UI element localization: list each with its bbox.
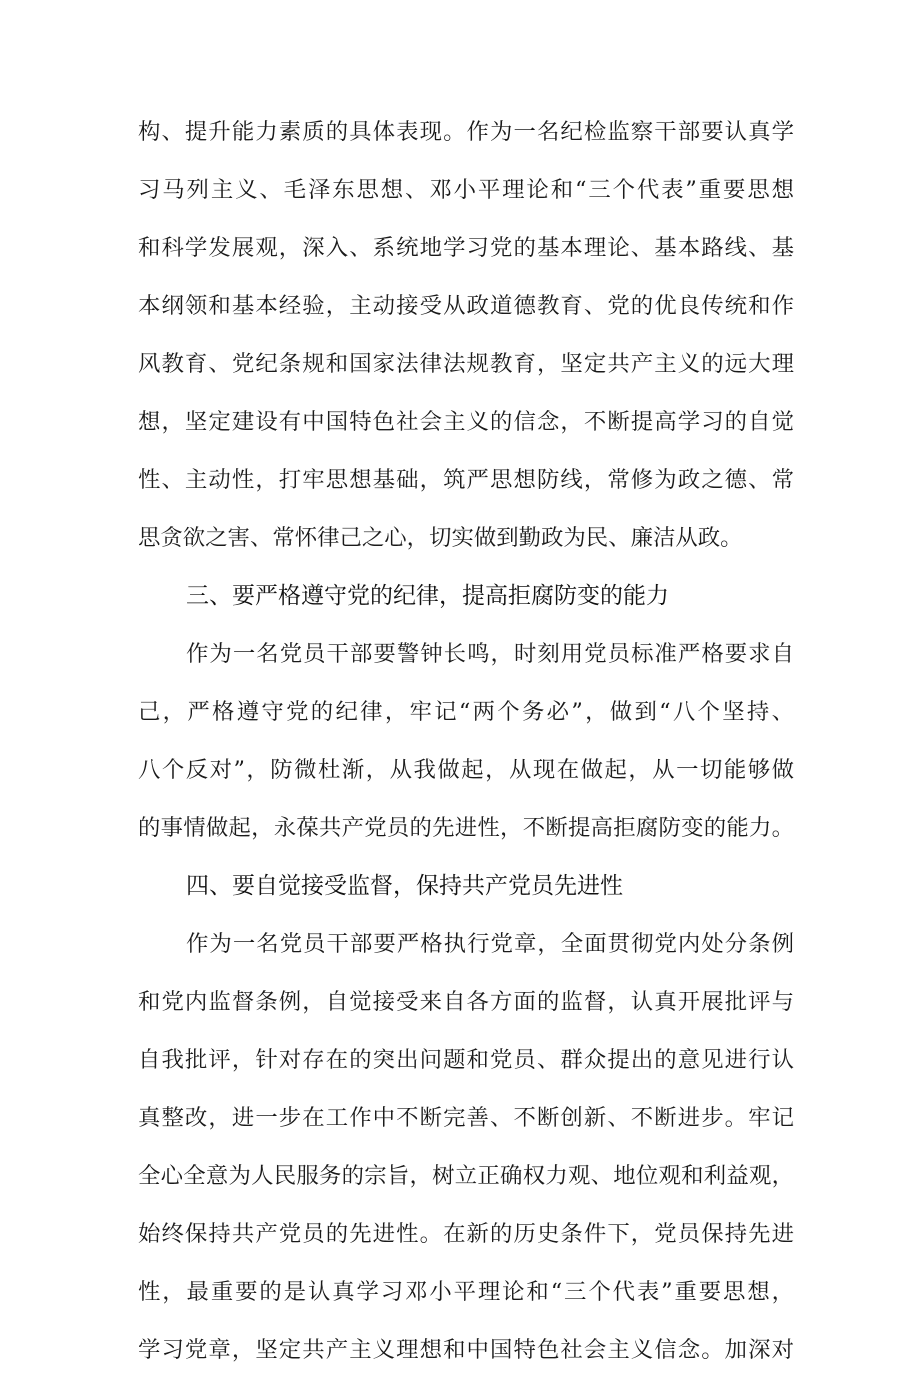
- text-line: 风教育、党纪条规和国家法律法规教育，坚定共产主义的远大理: [138, 351, 794, 377]
- section-heading: 三、要严格遵守党的纪律，提高拒腐防变的能力: [186, 583, 669, 609]
- text-line: 真整改，进一步在工作中不断完善、不断创新、不断进步。牢记: [138, 1105, 794, 1131]
- section-heading: 四、要自觉接受监督，保持共产党员先进性: [186, 873, 623, 899]
- text-line: 性、主动性，打牢思想基础，筑严思想防线，常修为政之德、常: [138, 467, 794, 493]
- text-line: 八个反对”，防微杜渐，从我做起，从现在做起，从一切能够做: [138, 757, 794, 783]
- text-line: 和党内监督条例，自觉接受来自各方面的监督，认真开展批评与: [138, 989, 794, 1015]
- text-line: 学习党章，坚定共产主义理想和中国特色社会主义信念。加深对: [138, 1337, 794, 1363]
- text-line: 构、提升能力素质的具体表现。作为一名纪检监察干部要认真学: [138, 119, 794, 145]
- text-line: 和科学发展观，深入、系统地学习党的基本理论、基本路线、基: [138, 235, 794, 261]
- text-line: 的事情做起，永葆共产党员的先进性，不断提高拒腐防变的能力。: [138, 815, 794, 841]
- text-line: 全心全意为人民服务的宗旨，树立正确权力观、地位观和利益观，: [138, 1163, 794, 1189]
- text-line: 想，坚定建设有中国特色社会主义的信念，不断提高学习的自觉: [138, 409, 794, 435]
- text-line: 作为一名党员干部要警钟长鸣，时刻用党员标准严格要求自: [186, 641, 794, 667]
- document-page: [138, 103, 794, 1379]
- paragraph: [138, 103, 794, 567]
- text-line: 思贪欲之害、常怀律己之心，切实做到勤政为民、廉洁从政。: [138, 525, 743, 551]
- text-line: 自我批评，针对存在的突出问题和党员、群众提出的意见进行认: [138, 1047, 794, 1073]
- text-line: 作为一名党员干部要严格执行党章，全面贯彻党内处分条例: [186, 931, 794, 957]
- text-line: 己，严格遵守党的纪律，牢记“两个务必”，做到“八个坚持、: [138, 699, 794, 725]
- text-line: 性，最重要的是认真学习邓小平理论和“三个代表”重要思想，: [138, 1279, 794, 1305]
- text-line: 本纲领和基本经验，主动接受从政道德教育、党的优良传统和作: [138, 293, 794, 319]
- paragraph: [138, 915, 794, 1379]
- text-line: 习马列主义、毛泽东思想、邓小平理论和“三个代表”重要思想: [138, 177, 794, 203]
- text-line: 始终保持共产党员的先进性。在新的历史条件下，党员保持先进: [138, 1221, 794, 1247]
- paragraph: [138, 625, 794, 857]
